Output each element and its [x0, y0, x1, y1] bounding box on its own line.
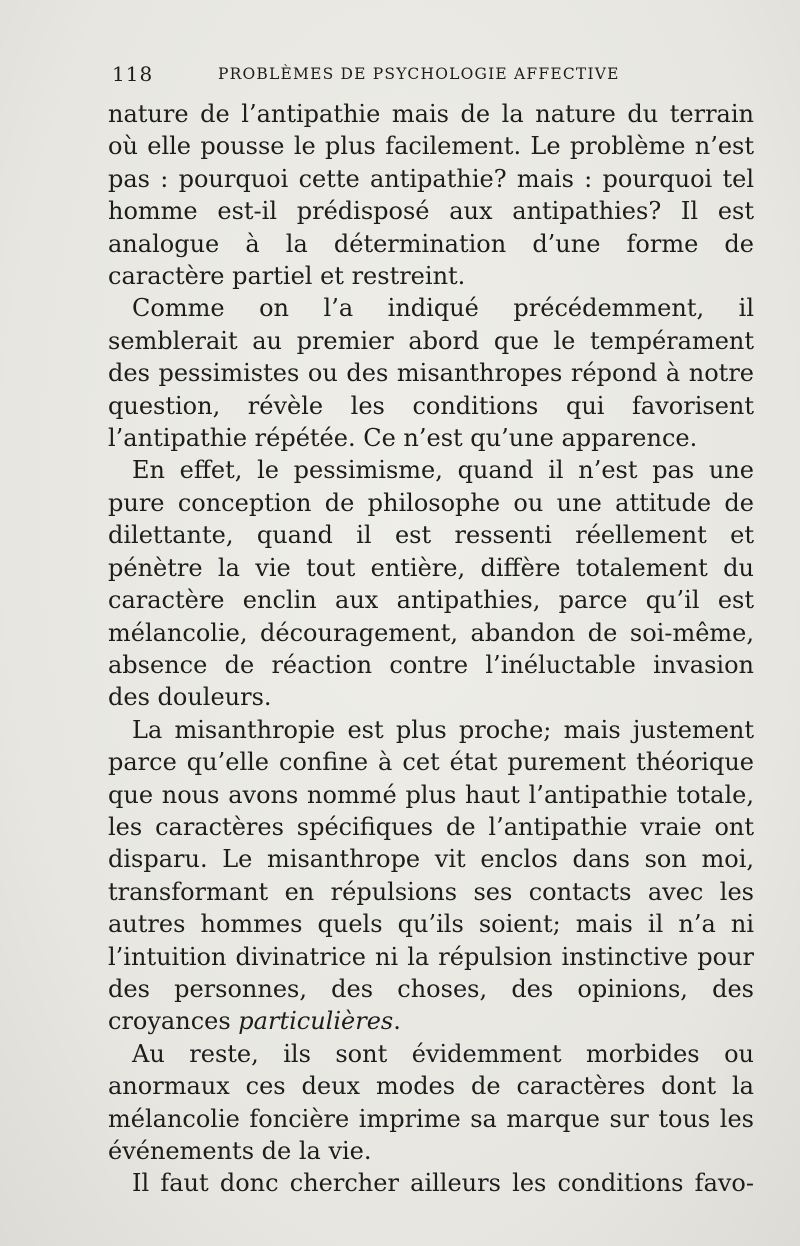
paragraph-2 [108, 292, 754, 454]
paragraph-3-text: En effet, le pessimisme, quand il n’est pas une pure conception de philosophe ou une attitude de dilettante, quand il est ressenti réellement et pénètre la vie tout entière, diffère totalement du caractère enclin aux antipathies, parce qu’il est mélancolie, découragement, abandon de soi-même, absence de réaction contre l’inéluctable invasion des douleurs. [108, 456, 754, 712]
running-head [112, 62, 752, 88]
paragraph-2-text: Comme on l’a indiqué précédemment, il semblerait au premier abord que le tempérament des pessimistes ou des misanthropes répond à notre question, révèle les conditions qui favorisent l’antipathie répétée. Ce n’est qu’une apparence. [108, 294, 754, 453]
page-number: 118 [112, 62, 154, 86]
paragraph-6-text: Il faut donc chercher ailleurs les conditions favo- [132, 1169, 754, 1198]
paragraph-4-text: La misanthropie est plus proche; mais justement parce qu’elle confine à cet état purement théorique que nous avons nommé plus haut l’antipathie totale, les caractères spécifiques de l’antipathie vraie ont disparu. Le misanthrope vit enclos dans son moi, transformant en répulsions ses contacts avec les autres hommes quels qu’ils soient; mais il n’a ni l’intuition divinatrice ni la répulsion instinctive pour des personnes, des choses, des opinions, des croyances [108, 715, 754, 1036]
paragraph-5-text: Au reste, ils sont évidemment morbides ou anormaux ces deux modes de caractères dont la mélancolie foncière imprime sa marque sur tous les événements de la vie. [108, 1039, 754, 1165]
paragraph-4-emphasis: particulières [238, 1007, 394, 1036]
paragraph-5 [108, 1038, 754, 1168]
paragraph-4-text-after: . [393, 1007, 401, 1036]
body-text [108, 98, 754, 1200]
paragraph-1 [108, 98, 754, 292]
running-head-title: PROBLÈMES DE PSYCHOLOGIE AFFECTIVE [218, 65, 620, 83]
paragraph-3 [108, 454, 754, 713]
paragraph-1-text: nature de l’antipathie mais de la nature du terrain où elle pousse le plus facilement. Le problème n’est pas : pourquoi cette antipathie? mais : pourquoi tel homme est-il prédisposé aux antipathies? Il est analogue à la détermination d’une forme de caractère partiel et restreint. [108, 100, 754, 291]
paragraph-4 [108, 714, 754, 1038]
paragraph-6 [108, 1167, 754, 1199]
